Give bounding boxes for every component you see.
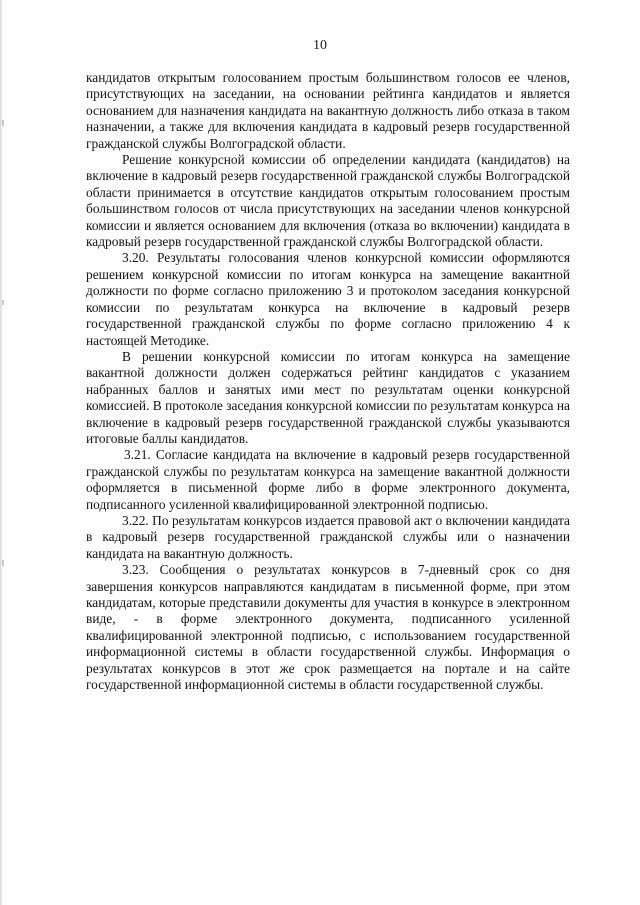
paragraph-3-23: 3.23. Сообщения о результатах конкурсов в 7-дневный срок со дня завершения конкурсов направляются кандидатам в письменной форме, при этом кандидатам, которые представили документы для участия в конкурсе в электронном виде, - в форме электронного документа, подписанного усиленной квалифицированной электронной подписью, с использованием государственной информационной системы в области государственной службы. Информация о результатах конкурсов в этот же срок размещается на портале и на сайте государственной информационной системы в области государственной службы. <box>86 562 570 693</box>
scan-edge-shadow <box>0 0 3 905</box>
document-body <box>86 70 570 693</box>
scan-artifact <box>2 300 4 305</box>
paragraph-rating: В решении конкурсной комиссии по итогам конкурса на замещение вакантной должности должен содержаться рейтинг кандидатов с указанием набранных баллов и занятых ими мест по результатам оценки конкурсной комиссией. В протоколе заседания конкурсной комиссии по результатам конкурса на включение в кадровый резерв государственной гражданской службы указываются итоговые баллы кандидатов. <box>86 348 570 446</box>
paragraph-3-20: 3.20. Результаты голосования членов конкурсной комиссии оформляются решением конкурсной комиссии по итогам конкурса на замещение вакантной должности по форме согласно приложению 3 и протоколом заседания конкурсной комиссии по результатам конкурса на включение в кадровый резерв государственной гражданской службы по форме согласно приложению 4 к настоящей Методике. <box>86 250 570 348</box>
scan-artifact <box>2 560 4 566</box>
paragraph-3-21: 3.21. Согласие кандидата на включение в кадровый резерв государственной гражданской службы по результатам конкурса на замещение вакантной должности оформляется в письменной форме либо в форме электронного документа, подписанного усиленной квалифицированной электронной подписью. <box>86 447 570 512</box>
page-number: 10 <box>313 38 327 53</box>
scan-artifact <box>2 120 4 126</box>
paragraph-3-22: 3.22. По результатам конкурсов издается правовой акт о включении кандидата в кадровый резерв государственной гражданской службы или о назначении кандидата на вакантную должность. <box>86 512 570 561</box>
paragraph-continuation: кандидатов открытым голосованием простым большинством голосов ее членов, присутствующих на заседании, на основании рейтинга кандидатов и является основанием для назначения кандидата на вакантную должность либо отказа в таком назначении, а также для включения кандидата в кадровый резерв государственной гражданской службы Волгоградской области. <box>86 70 570 151</box>
paragraph-commission-decision: Решение конкурсной комиссии об определении кандидата (кандидатов) на включение в кадровый резерв государственной гражданской службы Волгоградской области принимается в отсутствие кандидатов открытым голосованием простым большинством голосов от числа присутствующих на заседании членов конкурсной комиссии и является основанием для включения (отказа во включении) кандидата в кадровый резерв государственной гражданской службы Волгоградской области. <box>86 152 570 250</box>
